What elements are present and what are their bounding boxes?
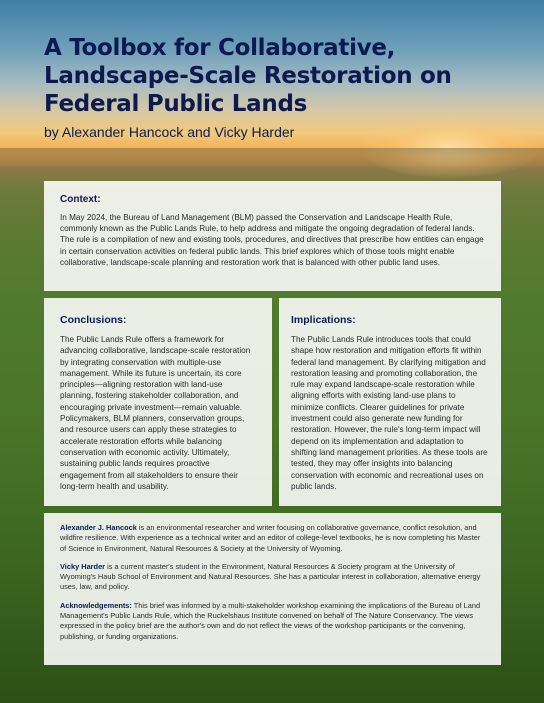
author-bio-hancock [60, 523, 485, 554]
acknowledgements-text: This brief was informed by a multi-stakeholder workshop examining the implications of the Bureau of Land Management's Public Lands Rule, which the Ruckelshaus Institute convened on behalf of The Nature Conservancy. The views expressed in the policy brief are the author's own and do not reflect the views of the workshop participants or the convening, publishing, or funding organizations. [60, 600, 481, 641]
conclusions-text: The Public Lands Rule offers a framework for advancing collaborative, landscape-scale restoration by integrating conservation with multiple-use management. While its future is uncertain, its core principles—aligning restoration with land-use planning, fostering stakeholder collaboration, and encouraging private investment—remain valuable. Policymakers, BLM planners, conservation groups, and resource users can apply these strategies to accelerate restoration efforts while balancing conservation with economic activity. Ultimately, sustaining public lands requires proactive engagement from all stakeholders to ensure their long-term health and usability. [60, 335, 251, 491]
acknowledgements [60, 601, 485, 642]
author-bio-hancock-text: is an environmental researcher and writer focusing on collaborative governance, conflict resolution, and wildfire resilience. With experience as a technical writer and an editor of college-level textbooks, he is now completing his Master of Science in Environment, Natural Resources & Society at the University of Wyoming. [60, 523, 481, 553]
implications-text: The Public Lands Rule introduces tools that could shape how restoration and mitigation efforts fit within federal land management. By clarifying mitigation and restoration leasing and promoting collaboration, the rule may expand landscape-scale restoration while aligning efforts with existing land-use plans to minimize conflicts. Clearer guidelines for private investment could also generate new funding for restoration. However, the rule's long-term impact will depend on its implementation and adaptation to shifting land management priorities. As these tools are tested, they may offer insights into balancing conservation with economic and recreational uses on public lands. [291, 335, 488, 491]
conclusions-heading: Conclusions: [60, 314, 127, 326]
implications-box [279, 298, 501, 506]
context-text: In May 2024, the Bureau of Land Management (BLM) passed the Conservation and Landscape Health Rule, commonly known as the Public Lands Rule, to help address and mitigate the ongoing degradation of federal lands. The rule is a compilation of new and existing tools, procedures, and directives that prescribe how entities can engage in certain conservation activities on federal public lands. This brief explores which of those tools might enable collaborative, landscape-scale planning and restoration work that is balanced with other public land uses. [60, 213, 484, 267]
byline: by Alexander Hancock and Vicky Harder [44, 124, 295, 140]
author-name-hancock: Alexander J. Hancock [60, 523, 137, 532]
context-box [44, 181, 501, 291]
author-bio-harder-text: is a current master's student in the Environment, Natural Resources & Society program at the University of Wyoming's Haub School of Environment and Natural Resources. She has a particular interest in collaboration, alternative energy uses, law, and policy. [60, 561, 481, 592]
page-title: A Toolbox for Collaborative, Landscape-Scale Restoration on Federal Public Lands [44, 35, 452, 117]
horizon-hills [0, 148, 544, 170]
author-name-harder: Vicky Harder [60, 561, 106, 571]
conclusions-box [44, 298, 272, 506]
author-bio-harder [60, 562, 485, 593]
context-heading: Context: [60, 194, 101, 205]
authors-box [44, 513, 501, 665]
acknowledgements-label: Acknowledgements: [60, 600, 132, 610]
implications-heading: Implications: [291, 314, 356, 326]
